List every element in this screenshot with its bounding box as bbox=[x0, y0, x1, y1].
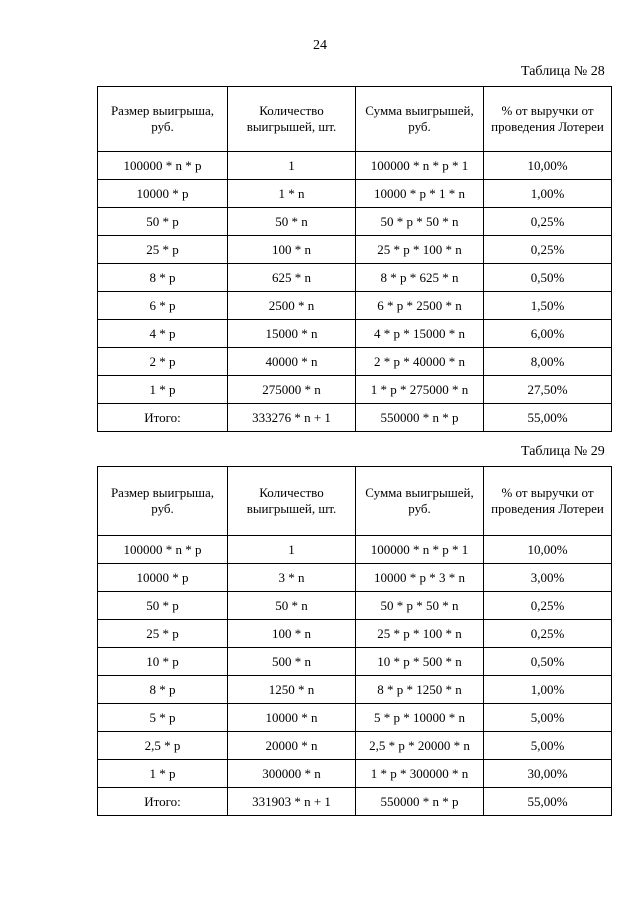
cell-prize-count: 1 bbox=[228, 536, 356, 564]
cell-prize-size: Итого: bbox=[98, 788, 228, 816]
prize-table-28 bbox=[97, 86, 612, 432]
table-row bbox=[98, 180, 612, 208]
cell-revenue-percent: 6,00% bbox=[484, 320, 612, 348]
cell-revenue-percent: 3,00% bbox=[484, 564, 612, 592]
prize-table-29-body bbox=[98, 467, 612, 816]
header-prize-count: Количество выигрышей, шт. bbox=[228, 87, 356, 152]
cell-prize-size: 6 * p bbox=[98, 292, 228, 320]
cell-prize-size: 2 * p bbox=[98, 348, 228, 376]
cell-prize-sum: 100000 * n * p * 1 bbox=[356, 536, 484, 564]
table-row bbox=[98, 320, 612, 348]
cell-prize-count: 50 * n bbox=[228, 592, 356, 620]
cell-prize-count: 625 * n bbox=[228, 264, 356, 292]
cell-prize-size: 10000 * p bbox=[98, 564, 228, 592]
cell-prize-size: 50 * p bbox=[98, 208, 228, 236]
table-row bbox=[98, 536, 612, 564]
cell-revenue-percent: 10,00% bbox=[484, 536, 612, 564]
cell-prize-size: 2,5 * p bbox=[98, 732, 228, 760]
cell-revenue-percent: 8,00% bbox=[484, 348, 612, 376]
cell-prize-size: 8 * p bbox=[98, 264, 228, 292]
cell-prize-sum: 550000 * n * p bbox=[356, 788, 484, 816]
prize-table-29 bbox=[97, 466, 612, 816]
cell-prize-size: 5 * p bbox=[98, 704, 228, 732]
cell-prize-size: 4 * p bbox=[98, 320, 228, 348]
cell-prize-count: 333276 * n + 1 bbox=[228, 404, 356, 432]
cell-prize-count: 20000 * n bbox=[228, 732, 356, 760]
cell-prize-sum: 2 * p * 40000 * n bbox=[356, 348, 484, 376]
table-row bbox=[98, 676, 612, 704]
cell-prize-count: 100 * n bbox=[228, 620, 356, 648]
cell-revenue-percent: 0,25% bbox=[484, 208, 612, 236]
cell-prize-count: 10000 * n bbox=[228, 704, 356, 732]
cell-prize-size: 25 * p bbox=[98, 236, 228, 264]
cell-prize-sum: 8 * p * 1250 * n bbox=[356, 676, 484, 704]
cell-prize-sum: 100000 * n * p * 1 bbox=[356, 152, 484, 180]
cell-prize-sum: 25 * p * 100 * n bbox=[356, 236, 484, 264]
total-row bbox=[98, 788, 612, 816]
cell-revenue-percent: 1,00% bbox=[484, 180, 612, 208]
cell-prize-count: 500 * n bbox=[228, 648, 356, 676]
cell-prize-count: 300000 * n bbox=[228, 760, 356, 788]
cell-revenue-percent: 30,00% bbox=[484, 760, 612, 788]
table-row bbox=[98, 208, 612, 236]
cell-prize-size: 1 * p bbox=[98, 760, 228, 788]
cell-prize-count: 1 bbox=[228, 152, 356, 180]
cell-prize-count: 1250 * n bbox=[228, 676, 356, 704]
cell-revenue-percent: 0,25% bbox=[484, 592, 612, 620]
cell-revenue-percent: 0,50% bbox=[484, 648, 612, 676]
cell-prize-count: 40000 * n bbox=[228, 348, 356, 376]
cell-revenue-percent: 0,25% bbox=[484, 620, 612, 648]
cell-prize-count: 3 * n bbox=[228, 564, 356, 592]
table-row bbox=[98, 152, 612, 180]
cell-revenue-percent: 55,00% bbox=[484, 788, 612, 816]
cell-revenue-percent: 5,00% bbox=[484, 732, 612, 760]
cell-prize-sum: 25 * p * 100 * n bbox=[356, 620, 484, 648]
cell-prize-sum: 10 * p * 500 * n bbox=[356, 648, 484, 676]
cell-prize-size: 8 * p bbox=[98, 676, 228, 704]
cell-prize-sum: 50 * p * 50 * n bbox=[356, 592, 484, 620]
table-row bbox=[98, 348, 612, 376]
prize-table-28-body bbox=[98, 87, 612, 432]
cell-prize-count: 15000 * n bbox=[228, 320, 356, 348]
table-row bbox=[98, 564, 612, 592]
cell-prize-sum: 2,5 * p * 20000 * n bbox=[356, 732, 484, 760]
cell-revenue-percent: 27,50% bbox=[484, 376, 612, 404]
table-28-caption: Таблица № 28 bbox=[521, 64, 605, 79]
cell-revenue-percent: 0,50% bbox=[484, 264, 612, 292]
table-row bbox=[98, 292, 612, 320]
cell-prize-count: 50 * n bbox=[228, 208, 356, 236]
cell-prize-sum: 1 * p * 300000 * n bbox=[356, 760, 484, 788]
cell-prize-size: 1 * p bbox=[98, 376, 228, 404]
header-prize-size: Размер выигрыша, руб. bbox=[98, 87, 228, 152]
cell-prize-sum: 8 * p * 625 * n bbox=[356, 264, 484, 292]
table-header-row bbox=[98, 467, 612, 536]
cell-prize-sum: 1 * p * 275000 * n bbox=[356, 376, 484, 404]
cell-revenue-percent: 0,25% bbox=[484, 236, 612, 264]
header-prize-sum: Сумма выигрышей, руб. bbox=[356, 87, 484, 152]
cell-revenue-percent: 5,00% bbox=[484, 704, 612, 732]
cell-prize-size: 50 * p bbox=[98, 592, 228, 620]
cell-revenue-percent: 1,00% bbox=[484, 676, 612, 704]
cell-revenue-percent: 55,00% bbox=[484, 404, 612, 432]
cell-prize-sum: 5 * p * 10000 * n bbox=[356, 704, 484, 732]
cell-prize-count: 2500 * n bbox=[228, 292, 356, 320]
table-row bbox=[98, 760, 612, 788]
cell-prize-size: 10000 * p bbox=[98, 180, 228, 208]
table-header-row bbox=[98, 87, 612, 152]
cell-prize-size: 100000 * n * p bbox=[98, 152, 228, 180]
table-29-caption: Таблица № 29 bbox=[521, 444, 605, 459]
total-row bbox=[98, 404, 612, 432]
cell-prize-count: 331903 * n + 1 bbox=[228, 788, 356, 816]
table-row bbox=[98, 592, 612, 620]
header-prize-size: Размер выигрыша, руб. bbox=[98, 467, 228, 536]
table-row bbox=[98, 732, 612, 760]
table-row bbox=[98, 236, 612, 264]
cell-revenue-percent: 10,00% bbox=[484, 152, 612, 180]
cell-prize-size: 100000 * n * p bbox=[98, 536, 228, 564]
cell-prize-count: 275000 * n bbox=[228, 376, 356, 404]
header-revenue-percent: % от выручки от проведения Лотереи bbox=[484, 467, 612, 536]
cell-prize-count: 1 * n bbox=[228, 180, 356, 208]
header-prize-count: Количество выигрышей, шт. bbox=[228, 467, 356, 536]
header-revenue-percent: % от выручки от проведения Лотереи bbox=[484, 87, 612, 152]
cell-prize-sum: 4 * p * 15000 * n bbox=[356, 320, 484, 348]
cell-prize-size: 25 * p bbox=[98, 620, 228, 648]
cell-prize-sum: 50 * p * 50 * n bbox=[356, 208, 484, 236]
cell-revenue-percent: 1,50% bbox=[484, 292, 612, 320]
cell-prize-sum: 550000 * n * p bbox=[356, 404, 484, 432]
header-prize-sum: Сумма выигрышей, руб. bbox=[356, 467, 484, 536]
cell-prize-sum: 10000 * p * 1 * n bbox=[356, 180, 484, 208]
page-number: 24 bbox=[313, 38, 327, 53]
table-row bbox=[98, 376, 612, 404]
cell-prize-sum: 10000 * p * 3 * n bbox=[356, 564, 484, 592]
cell-prize-count: 100 * n bbox=[228, 236, 356, 264]
cell-prize-size: Итого: bbox=[98, 404, 228, 432]
table-row bbox=[98, 264, 612, 292]
table-row bbox=[98, 620, 612, 648]
cell-prize-sum: 6 * p * 2500 * n bbox=[356, 292, 484, 320]
cell-prize-size: 10 * p bbox=[98, 648, 228, 676]
table-row bbox=[98, 648, 612, 676]
table-row bbox=[98, 704, 612, 732]
